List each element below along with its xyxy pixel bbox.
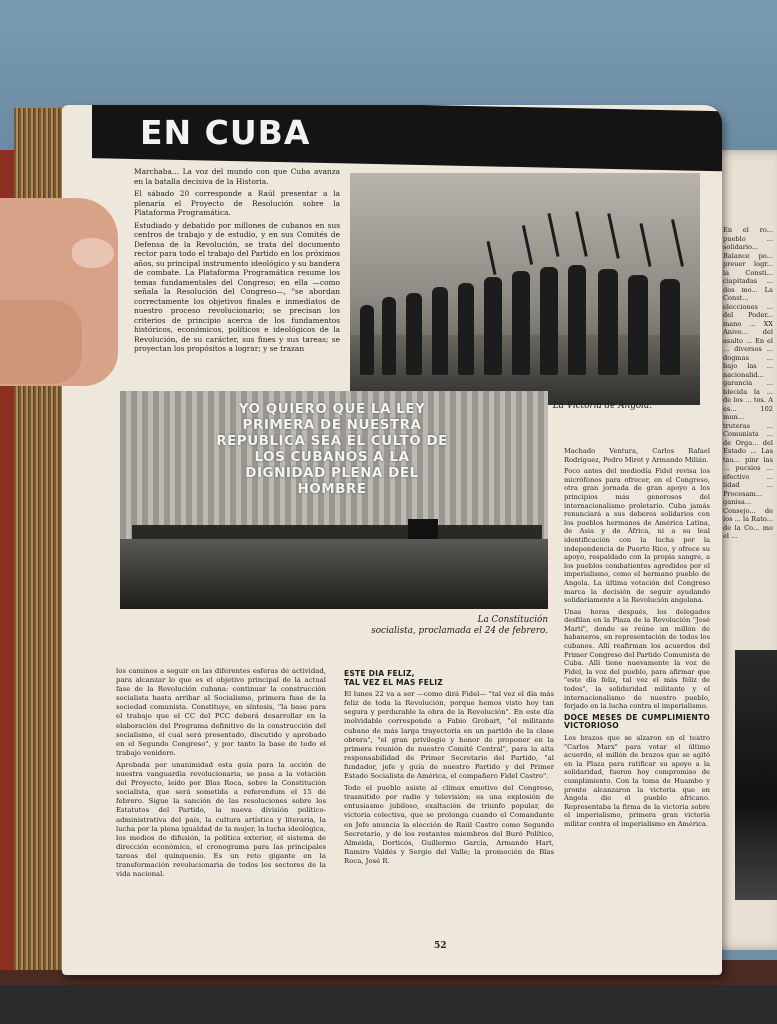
- table-edge: [0, 985, 777, 1024]
- bottom-left-column: [116, 667, 326, 882]
- congress-caption-line-2: socialista, proclamada el 24 de febrero.: [371, 626, 548, 636]
- right-paragraph-4: Los brazos que se alzaron en el teatro "Carlos Marx" para votar el último acuerdo, el millón de brazos que se agitó en la Plaza para ratificar su apoyo a la solidaridad, fueron hoy compromiso de cumplimiento. Con la toma de Huambo y pronto alcanzaron la victoria que en Angola dio el pueblo africano. Representaba la firma de la victoria sobre el imperialismo, primera gran victoria militar contra el imperialismo en América.: [564, 734, 710, 828]
- soldier-figure: [628, 275, 648, 375]
- next-page-photo: [735, 650, 777, 900]
- rifle: [486, 241, 496, 275]
- soldier-figure: [598, 269, 618, 375]
- right-paragraph-1: Machado Ventura, Carlos Rafael Rodríguez, Pedro Miret y Armando Milián.: [564, 447, 710, 464]
- page-title: EN CUBA: [140, 113, 311, 152]
- soldier-figure: [458, 283, 474, 375]
- intro-paragraph-3: Estudiado y debatido por millones de cubanos en sus centros de trabajo y de estudio, y en sus Comités de Defensa de la Revolución, se trata del documento rector para todo el trabajo del Partido en los próximos años, su principal instrumento ideológico y su bandera de combate. La Plataforma Programática resume los temas fundamentales del Congreso; en ella —como señala la Resolución del Congreso—, "se abordan correctamente los objetivos finales e inmediatos de nuestro proceso revolucionario; se precisan los criterios de principio acerca de los fundamentos históricos, económicos, políticos e ideológicos de la Revolución, de su carácter, sus fines y sus tareas; se proyectan los propósitos a lograr; y se trazan: [134, 220, 340, 353]
- soldier-figure: [432, 287, 448, 375]
- magazine-page: [62, 105, 722, 975]
- rifle: [607, 213, 619, 259]
- section-heading-line-1: ESTE DIA FELIZ,: [344, 669, 415, 678]
- soldier-figure: [568, 265, 586, 375]
- soldier-figure: [406, 293, 422, 375]
- hand-fingers: [0, 300, 82, 384]
- thumbnail: [72, 238, 114, 268]
- intro-column: [134, 167, 340, 357]
- right-text-column: [564, 447, 710, 832]
- bottom-middle-column: [344, 667, 554, 869]
- soldier-figure: [512, 271, 530, 375]
- banner-slogan: YO QUIERO QUE LA LEY PRIMERA DE NUESTRA REPUBLICA SEA EL CULTO DE LOS CUBANOS A LA DIGNIDAD PLENA DEL HOMBRE: [216, 401, 448, 497]
- soldier-figure: [540, 267, 558, 375]
- right-paragraph-3: Unas horas después, los delegados desfilan en la Plaza de la Revolución "José Martí", donde se reúne un millón de habaneros, en representación de todos los cubanos. Allí reafirman los acuerdos del Primer Congreso del Partido Comunista de Cuba. Allí tiene nuevamente la voz de Fidel, la voz del pueblo, para afirmar que "este día feliz, tal vez el más feliz de todos", la solidaridad militante y el internacionalismo de nuestro pueblo, forjado en la lucha contra el imperialismo.: [564, 607, 710, 711]
- congress-audience: [120, 539, 548, 609]
- right-paragraph-2: Poco antes del mediodía Fidel revisa los micrófonos para ofrecer, en el Congreso, otra gran jornada de gran apoyo a los principios más generosos del internacionalismo proletario. Cuba jamás renunciará a sus deberes solidarios con los pueblos hermanos de América Latina, de Asia y de África, ni a su leal identificación con la lucha por la independencia de Puerto Rico, y ofrece su apoyo, respaldado con la propia sangre, a los pueblos combatientes agredidos por el imperialismo, como el hermano pueblo de Angola. La última votación del Congreso marca la decisión de seguir ayudando solidariamente a la Revolución angolana.: [564, 467, 710, 605]
- rifle: [522, 225, 533, 265]
- bottom-left-paragraph-1: los caminos a seguir en las diferentes esferas de actividad, para alcanzar lo que es el objetivo principal de la actual fase de la Revolución cubana: continuar la construcción socialista hasta arribar al Socialismo, primera fase de la sociedad comunista. Constituye, en síntesis, "la base para el trabajo que el CC del PCC deberá desarrollar en la elaboración del Programa definitivo de la construcción del socialismo, el cual será presentado, discutido y aprobado en el Segundo Congreso", y por tanto la base de todo el trabajo venidero.: [116, 667, 326, 757]
- page-number: 52: [434, 941, 447, 951]
- congress-photo: [120, 391, 548, 609]
- bottom-middle-paragraph-1: El lunes 22 va a ser —como dirá Fidel— "tal vez el día más feliz de toda la Revolución, porque hemos visto hoy tan segura y perdurable la obra de la Revolución". En este día inolvidable corresponde a Fabio Grobart, "el militante cubano de más larga trayectoria en un partido de la clase obrera", "el gran privilegio y honor de proponer en la primera reunión de nuestro Comité Central", para la alta responsabilidad de Primer Secretario del Partido, "al fundador, jefe y guía de nuestro Partido y del Primer Estado Socialista de América, el compañero Fidel Castro".: [344, 690, 554, 781]
- rifle: [639, 223, 651, 267]
- bottom-middle-paragraph-2: Todo el pueblo asiste al clímax emotivo del Congreso, trasmitido por radio y televisión; es una explosión de entusiasmo jubiloso, exaltación de triunfo popular, de victoria colectiva, que se prolonga cuando el Comandante en Jefe anuncia la elección de Raúl Castro como Segundo Secretario, y de los restantes miembros del Buró Político, Almeida, Dorticós, Guillermo García, Armando Hart, Ramiro Valdés y Sergio del Valle; la promoción de Blas Roca, José R.: [344, 784, 554, 865]
- bottom-left-paragraph-2: Aprobada por unanimidad esta guía para la acción de nuestra vanguardia revolucionaria, se pasa a la votación del Proyecto, leído por Blas Roca, sobre la Constitución socialista, que será sometida a referendum el 15 de febrero. Sigue la sanción de las resoluciones sobre los Estatutos del Partido, la nueva división político-administrativa del país, la cultura artística y literaria, la lucha por la plena igualdad de la mujer, la lucha ideológica, los medios de difusión, la política exterior, el sistema de dirección económica, el cronograma para las principales tareas del quinquenio. Es un reto gigante en la transformación revolucionaria de todos los sectores de la vida nacional.: [116, 760, 326, 879]
- intro-paragraph-1: Marchaba... La voz del mundo con que Cuba avanza en la batalla decisiva de la Historia.: [134, 167, 340, 186]
- rifle: [671, 219, 684, 267]
- congress-caption: [362, 615, 548, 637]
- section-heading-line-2: TAL VEZ EL MAS FELIZ: [344, 678, 443, 688]
- right-section-heading: DOCE MESES DE CUMPLIMIENTO VICTORIOSO: [564, 712, 710, 731]
- rifle: [547, 213, 559, 257]
- soldier-figure: [660, 279, 680, 375]
- soldiers-caption: La Victoria de Angola.: [552, 401, 652, 411]
- soldier-figure: [382, 297, 396, 375]
- soldier-figure: [360, 305, 374, 375]
- soldier-figure: [484, 277, 502, 375]
- soldiers-photo: [350, 173, 700, 405]
- congress-caption-line-1: La Constitución: [477, 615, 548, 625]
- intro-paragraph-2: El sábado 20 corresponde a Raúl presentar a la plenaria el Proyecto de Resolución sobre la Plataforma Programática.: [134, 189, 340, 217]
- next-page-text: En el ro... pueblo ... solidario... Balance po... preuer logr... la Consti... ciapitadas ... dos mo... La Const... elecciones ... del Poder... mano ... XX Anive... del asalto ... En el ... diversos ... dogmas ... bajo las ... nacionalid... garancia ... blecida la ... de los ... tos. A es... 102 mun... truteras ... Comunista ... de Orga... del Estado ... Las tau... pinr las ... pucsios ... efectivo ... lidad ... Procesam... ganisa... Consejo... de los ... la Rato... de la Co... mo el ...: [723, 226, 773, 540]
- rifle: [575, 211, 587, 257]
